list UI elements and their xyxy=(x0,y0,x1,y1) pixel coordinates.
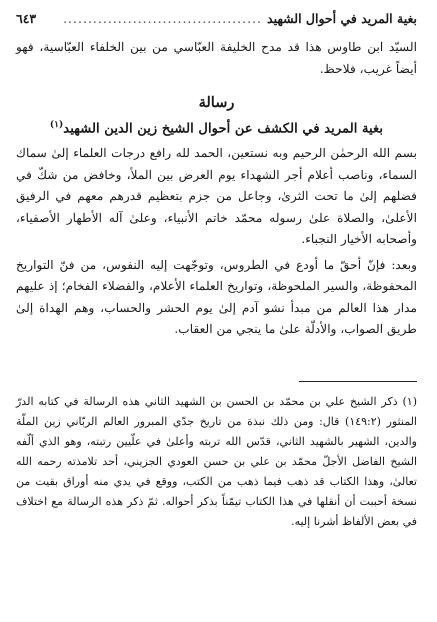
intro-paragraph: السيّد ابن طاوس هذا قد مدح الخليفة العبّاسي من بين الخلفاء العبّاسية، فهو أيضاً غريب، فلاحظ. xyxy=(16,40,417,76)
footnote-separator xyxy=(299,381,417,382)
book-title: بغية المريد في أحوال الشهيد xyxy=(267,11,417,26)
section-subtitle xyxy=(16,115,417,139)
paragraph-1: بسم الله الرحمٰن الرحيم وبه نستعين، الحمد لله رافع درجات العلماء إلىٰ سماك السماء، وناصب أعلام أجر الشهداء يوم العرض بين الملأ، وخافض من شكّ في فضلهم إلىٰ ما تحت الثرىٰ، وجاعل من جزم بتعظيم قدرهم معهم في الرفيق الأعلىٰ، والصلاة علىٰ رسوله محمّد خاتم الأنبياء، وعلىٰ آله الأطهار الأصفياء، وأصحابه الأخيار النجباء. xyxy=(16,146,417,247)
running-header xyxy=(16,10,417,27)
paragraph-2: وبعد: فإنّ أحقّ ما أودع في الطروس، وتوجّهت إليه النفوس، من فنّ التواريخ المحفوظة، والسير الملحوظة، وتواريخ العلماء الأعلام، والفضلاء الفخام؛ إذ عليهم مدار هذا العالم من مبدأ نشو آدم إلىٰ يوم الحشر والحساب، وهم الهداة إلىٰ طريق الصواب، والأدلّة علىٰ ما ينجي من العقاب. xyxy=(16,257,417,337)
footnote-1: (١) ذكر الشيخ علي بن محمّد بن الحسن بن الشهيد الثاني هذه الرسالة في كتابه الدرّ المنثور (١٤٩:٢) قال: ومن ذلك نبذة من تاريخ جدّي المبرور العالم الربّاني زين الملّة والدين، الشهير بالشهيد الثاني، قدّس الله تربته وأعلىٰ في علّيين رتبته، وهو الذي ألّفه الشيخ الفاضل الأجلّ محمّد بن علي بن حسن العودي الجزيني، أحد تلامذته رحمه الله تعالىٰ، وهذا الكتاب قد ذهب فيما ذهب من الكتب، ووقع في يدي منه أوراق بقيت من نسخة أحببت أن أنقلها في هذا الكتاب تيمّناً بذكر أحواله. ثمّ ذكر هذه الرسالة مع اختلاف في بعض الألفاظ أشرنا إليه. xyxy=(16,394,417,528)
section-subtitle-text: بغية المريد في الكشف عن أحوال الشيخ زين الدين الشهيد xyxy=(63,121,384,137)
footnote-reference: (١) xyxy=(49,120,64,130)
header-dot-leader: ........................................ xyxy=(63,11,263,26)
section-title: رسالة xyxy=(198,94,235,111)
page-number: ٦٤٣ xyxy=(16,11,37,26)
